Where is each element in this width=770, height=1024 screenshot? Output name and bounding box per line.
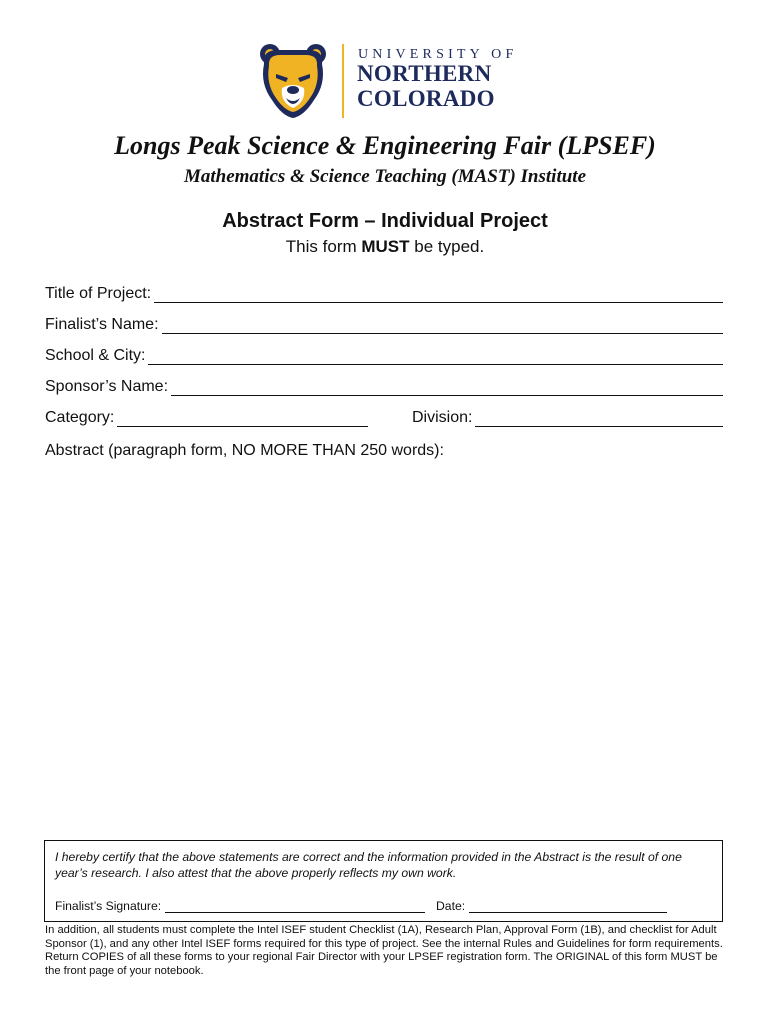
title-of-project-input[interactable]	[154, 286, 723, 303]
unc-logo	[258, 42, 518, 122]
finalist-name-input[interactable]	[162, 317, 723, 334]
division-input[interactable]	[475, 410, 723, 427]
typed-note-prefix: This form	[285, 237, 362, 256]
signature-field	[55, 899, 425, 913]
typed-note-suffix: be typed.	[409, 237, 485, 256]
logo-university-of: UNIVERSITY OF	[358, 47, 518, 62]
abstract-label: Abstract (paragraph form, NO MORE THAN 250 words):	[45, 442, 444, 459]
footer-instructions: In addition, all students must complete the Intel ISEF student Checklist (1A), Research Plan, Approval Form (1B), and checklist for Adult Sponsor (1), and any other Intel ISEF forms required for this type of project. See the internal Rules and Guidelines for form requirements. Return COPIES of all these forms to your regional Fair Director with your LPSEF registration form. The ORIGINAL of this form MUST be the front page of your notebook.	[45, 924, 723, 977]
certification-box	[44, 840, 723, 922]
category-field	[45, 409, 368, 427]
date-field	[436, 899, 667, 913]
abstract-text-area[interactable]	[45, 468, 723, 830]
logo-divider	[342, 44, 344, 118]
typed-note	[0, 237, 770, 257]
category-label: Category:	[45, 409, 115, 426]
logo-northern: NORTHERN	[357, 61, 492, 86]
school-city-label: School & City:	[45, 347, 146, 364]
signature-input[interactable]	[165, 900, 425, 913]
school-city-input[interactable]	[148, 348, 723, 365]
typed-note-emphasis: MUST	[361, 237, 410, 256]
logo-colorado: COLORADO	[357, 86, 495, 111]
school-city-field	[45, 347, 723, 365]
sponsor-name-label: Sponsor’s Name:	[45, 378, 169, 395]
page-title: Longs Peak Science & Engineering Fair (LPSEF)	[114, 131, 656, 160]
date-label: Date:	[436, 899, 466, 913]
form-heading: Abstract Form – Individual Project	[222, 210, 548, 232]
date-input[interactable]	[469, 900, 667, 913]
title-of-project-label: Title of Project:	[45, 285, 152, 302]
bear-head-icon	[258, 42, 328, 120]
page-subtitle: Mathematics & Science Teaching (MAST) Institute	[183, 166, 586, 187]
sponsor-name-input[interactable]	[171, 379, 723, 396]
signature-label: Finalist’s Signature:	[55, 899, 162, 913]
finalist-name-label: Finalist’s Name:	[45, 316, 159, 333]
sponsor-name-field	[45, 378, 723, 396]
category-input[interactable]	[117, 410, 368, 427]
finalist-name-field	[45, 316, 723, 334]
division-field	[412, 409, 723, 427]
division-label: Division:	[412, 409, 473, 426]
title-of-project-field	[45, 285, 723, 303]
certification-statement: I hereby certify that the above statements are correct and the information provided in the Abstract is the result of one year’s research. I also attest that the above properly reflects my own work.	[55, 850, 682, 880]
